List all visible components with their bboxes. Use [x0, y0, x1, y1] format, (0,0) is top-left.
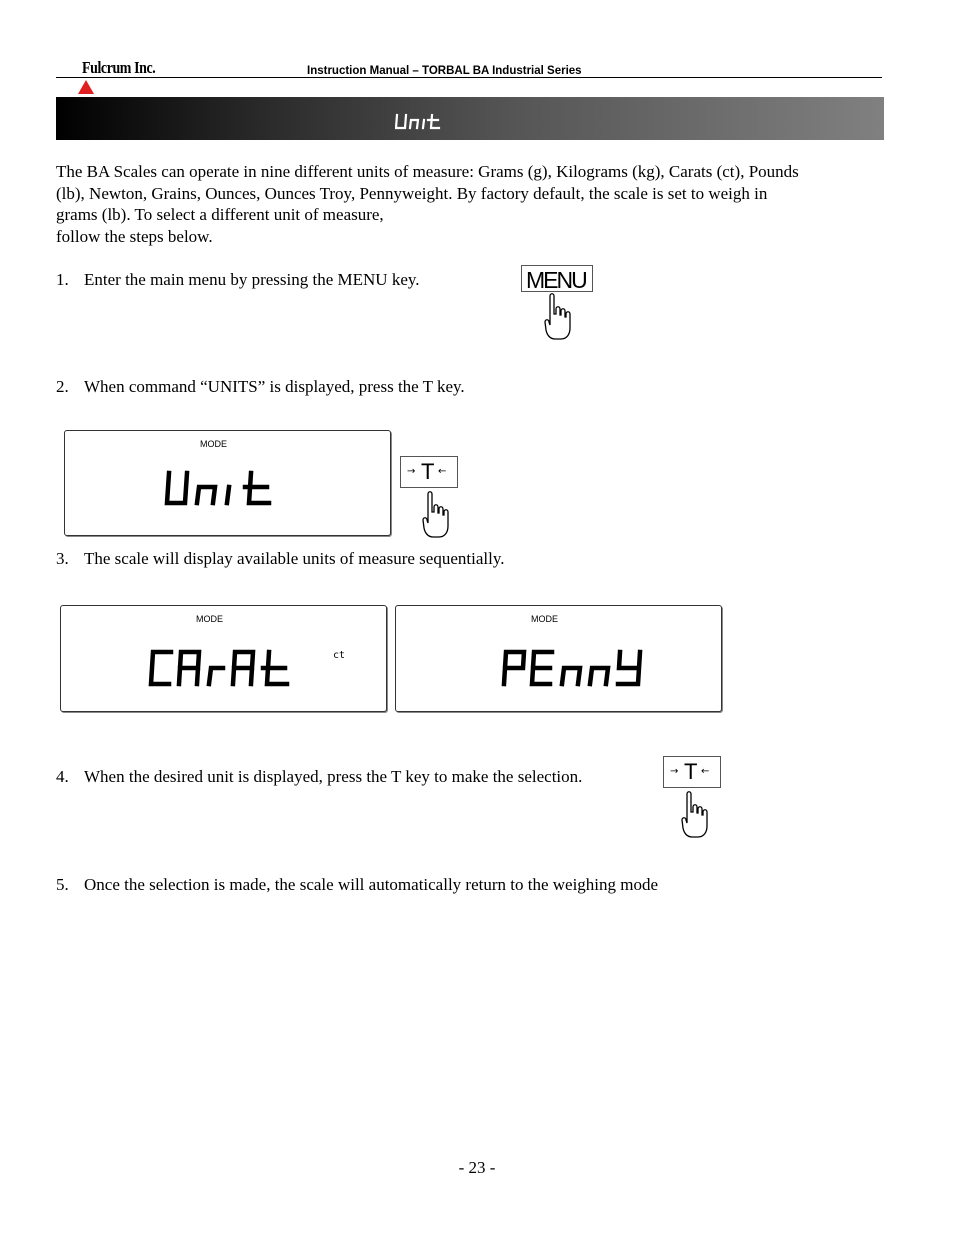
step-text: The scale will display available units of measure sequentially. — [84, 549, 505, 568]
mode-label: MODE — [531, 614, 558, 624]
lcd-unit-glyphs — [163, 469, 283, 509]
step-text: Once the selection is made, the scale will automatically return to the weighing mode — [84, 875, 659, 894]
hand-pointer-icon — [418, 490, 454, 540]
tare-key-button[interactable] — [663, 756, 721, 788]
tare-key-label: T — [421, 459, 435, 484]
tare-arrows-icon: ← — [438, 466, 447, 477]
step-4 — [56, 766, 582, 787]
brand-logo: Fulcrum Inc. — [82, 58, 156, 77]
lcd-carat-glyphs — [147, 648, 297, 690]
lcd-unit-indicator: ct — [333, 650, 346, 661]
menu-key-label: MENU — [526, 267, 586, 293]
step-number: 3. — [56, 549, 69, 568]
step-number: 2. — [56, 377, 69, 396]
tare-arrows-icon: → — [670, 766, 679, 777]
intro-line: grams (lb). To select a different unit of measure, — [56, 205, 384, 224]
hand-pointer-icon — [677, 790, 713, 840]
intro-line: follow the steps below. — [56, 226, 213, 246]
step-5 — [56, 874, 658, 895]
manual-title: Instruction Manual – TORBAL BA Industrial Series — [307, 65, 582, 77]
mode-label: MODE — [200, 439, 227, 449]
step-text: When command “UNITS” is displayed, press the T key. — [84, 377, 465, 396]
tare-key-button[interactable] — [400, 456, 458, 488]
intro-line: The BA Scales can operate in nine different units of measure: Grams (g), Kilograms (kg), Carats (ct), Pounds — [56, 162, 799, 181]
step-2 — [56, 376, 465, 397]
step-text: Enter the main menu by pressing the MENU key. — [84, 270, 420, 289]
step-text: When the desired unit is displayed, press the T key to make the selection. — [84, 767, 583, 786]
logo-triangle-icon — [78, 80, 94, 94]
mode-label: MODE — [196, 614, 223, 624]
menu-key-button[interactable] — [521, 265, 593, 292]
step-1 — [56, 269, 420, 290]
header-rule — [56, 77, 882, 78]
section-title-lcd-glyphs — [395, 113, 447, 131]
step-number: 4. — [56, 767, 69, 786]
intro-paragraph — [56, 161, 886, 247]
section-banner — [56, 97, 884, 140]
page-number: - 23 - — [458, 1158, 496, 1177]
tare-arrows-icon: → — [407, 466, 416, 477]
step-number: 5. — [56, 875, 69, 894]
tare-arrows-icon: ← — [701, 766, 710, 777]
tare-key-label: T — [684, 759, 698, 784]
lcd-penny-glyphs — [500, 648, 650, 690]
step-number: 1. — [56, 270, 69, 289]
intro-line: (lb), Newton, Grains, Ounces, Ounces Troy, Pennyweight. By factory default, the scale is set to weigh in — [56, 183, 768, 203]
hand-pointer-icon — [540, 292, 576, 342]
step-3 — [56, 548, 504, 569]
